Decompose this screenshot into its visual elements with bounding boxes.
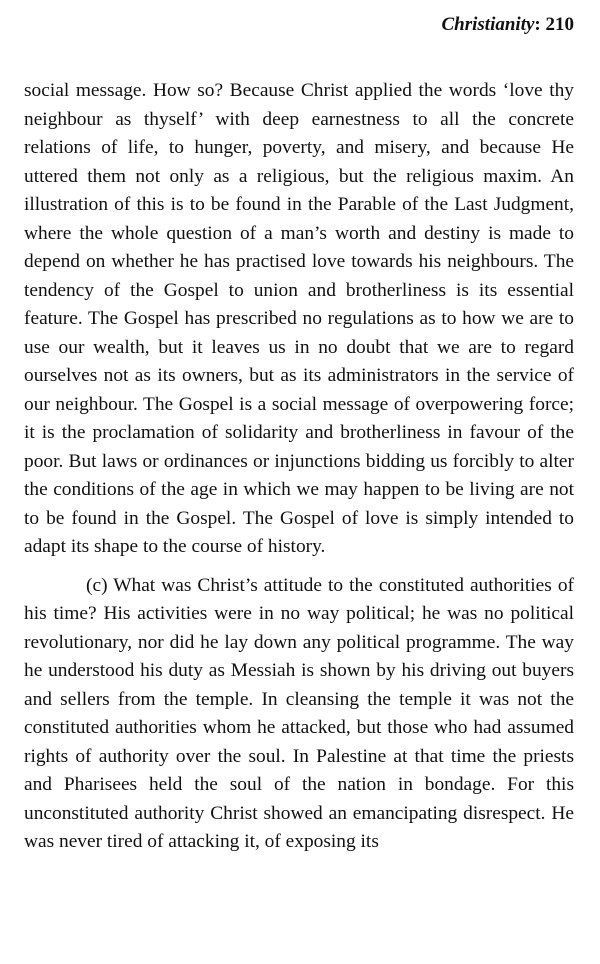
running-head-title: Christianity bbox=[441, 14, 535, 35]
paragraph-c: (c) What was Christ’s attitude to the constituted authorities of his time? His activities were in no way political; he was no political revolutionary, nor did he lay down any political programme. The way he understood his duty as Messiah is shown by his driving out buyers and sellers from the temple. In cleansing the temple it was not the constituted authorities whom he attacked, but those who had assumed rights of authority over the soul. In Palestine at that time the priests and Pharisees held the soul of the nation in bondage. For this unconstituted authority Christ showed an emancipating disrespect. He was never tired of attacking it, of exposing its bbox=[24, 574, 574, 852]
running-head bbox=[442, 14, 575, 36]
running-head-separator: : bbox=[534, 14, 546, 35]
paragraph-continuation: social message. How so? Because Christ applied the words ‘love thy neighbour as thyself’ with deep earnestness to all the concrete relations of life, to hunger, poverty, and misery, and because He uttered them not only as a religious, but the religious maxim. An illustration of this is to be found in the Parable of the Last Judgment, where the whole question of a man’s worth and destiny is made to depend on whether he has practised love towards his neighbours. The tendency of the Gospel to union and brotherliness is its essential feature. The Gospel has prescribed no regulations as to how we are to use our wealth, but it leaves us in no doubt that we are to regard ourselves not as its owners, but as its administrators in the service of our neighbour. The Gospel is a social message of overpowering force; it is the proclamation of solidarity and brotherliness in favour of the poor. But laws or ordinances or injunctions bidding us forcibly to alter the conditions of the age in which we may happen to be living are not to be found in the Gospel. The Gospel of love is simply intended to adapt its shape to the course of history. bbox=[24, 80, 574, 557]
page-number: 210 bbox=[545, 14, 574, 35]
body-text bbox=[24, 77, 574, 857]
book-page bbox=[24, 0, 574, 964]
